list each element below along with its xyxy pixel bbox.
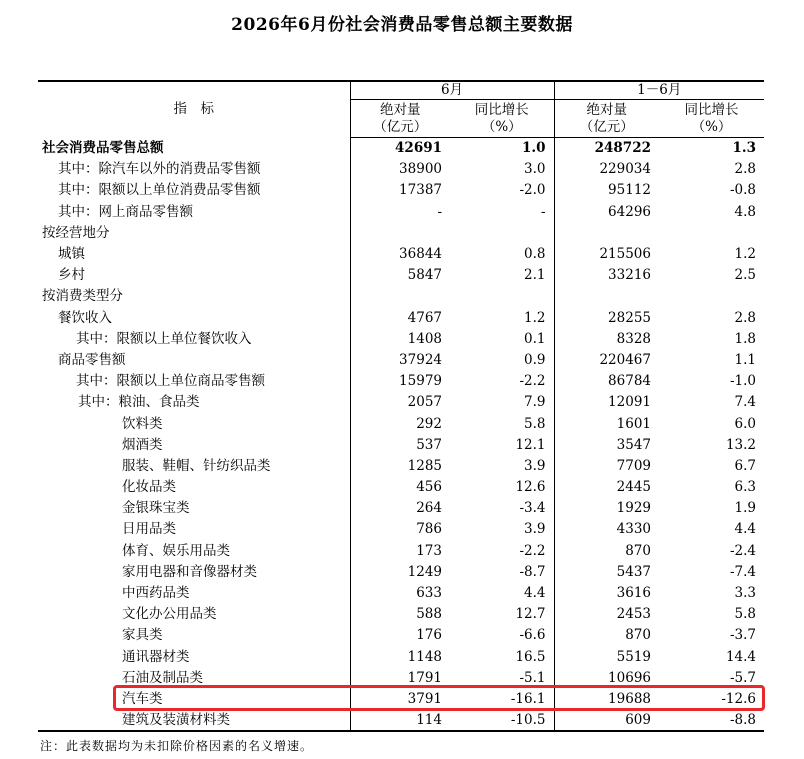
- june-absolute: 114: [350, 710, 450, 731]
- row-label: 中西药品类: [38, 582, 350, 603]
- table-row: [38, 604, 764, 625]
- h1-yoy: [659, 222, 764, 243]
- row-label: 石油及制品类: [38, 667, 350, 688]
- table-row-highlighted: [38, 688, 764, 709]
- june-absolute: -: [437, 203, 442, 220]
- row-label: 其中：限额以上单位消费品零售额: [38, 180, 350, 201]
- header-june-yoy: [450, 100, 554, 138]
- june-absolute: 588: [416, 606, 442, 623]
- june-yoy: -2.0: [450, 180, 554, 201]
- h1-yoy: 4.4: [734, 521, 756, 538]
- june-yoy: 4.4: [450, 582, 554, 603]
- h1-yoy: -0.8: [729, 182, 756, 199]
- june-yoy: -10.5: [450, 710, 554, 731]
- h1-yoy: -2.4: [729, 542, 756, 559]
- h1-yoy: 1.8: [734, 330, 756, 347]
- row-label: 家用电器和音像器材类: [38, 561, 350, 582]
- row-label: 金银珠宝类: [38, 498, 350, 519]
- june-absolute: 1285: [407, 457, 442, 474]
- row-label: 其中：粮油、食品类: [38, 392, 350, 413]
- row-label: 乡村: [38, 265, 350, 286]
- h1-yoy: 3.3: [734, 585, 756, 602]
- june-absolute: 38900: [399, 161, 442, 178]
- h1-absolute: [554, 222, 659, 243]
- h1-absolute: 609: [554, 710, 659, 731]
- june-absolute: 5847: [407, 267, 442, 284]
- june-yoy: 2.1: [450, 265, 554, 286]
- h1-yoy: -3.7: [729, 627, 756, 644]
- h1-absolute: 3547: [616, 436, 651, 453]
- row-label: 其中：除汽车以外的消费品零售额: [38, 159, 350, 180]
- table-row: [38, 519, 764, 540]
- june-yoy: -3.4: [450, 498, 554, 519]
- h1-yoy: 5.8: [734, 606, 756, 623]
- h1-yoy: 7.4: [734, 394, 756, 411]
- june-yoy: -16.1: [450, 688, 554, 709]
- header-yoy-unit: （%）: [481, 118, 522, 135]
- header-h1-yoy: [659, 100, 764, 138]
- table-row: [38, 582, 764, 603]
- header-indicator: 指 标: [38, 81, 350, 138]
- header-abs-unit: （亿元）: [373, 118, 428, 135]
- june-yoy: 3.9: [450, 455, 554, 476]
- h1-absolute: 2453: [616, 606, 651, 623]
- june-absolute: 1148: [407, 648, 442, 665]
- june-yoy: 0.1: [450, 328, 554, 349]
- june-absolute: 1408: [407, 330, 442, 347]
- june-absolute: 786: [416, 521, 442, 538]
- june-yoy: -8.7: [450, 561, 554, 582]
- row-label: 其中：限额以上单位餐饮收入: [38, 328, 350, 349]
- table-row: [38, 540, 764, 561]
- row-label: 通讯器材类: [38, 646, 350, 667]
- june-yoy: 12.7: [450, 604, 554, 625]
- june-absolute: 4767: [407, 309, 442, 326]
- june-absolute: 2057: [407, 394, 442, 411]
- june-yoy: -: [450, 201, 554, 222]
- footnote: 注：此表数据均为未扣除价格因素的名义增速。: [40, 739, 314, 753]
- june-absolute: 633: [416, 585, 442, 602]
- h1-yoy: 2.8: [734, 161, 756, 178]
- table-row: [38, 222, 764, 243]
- h1-absolute: 215506: [599, 246, 651, 263]
- h1-absolute: 8328: [616, 330, 651, 347]
- row-label: 社会消费品零售总额: [38, 138, 350, 159]
- h1-yoy: 1.2: [734, 246, 756, 263]
- h1-absolute: 4330: [616, 521, 651, 538]
- june-yoy: 12.1: [450, 434, 554, 455]
- table-row: [38, 413, 764, 434]
- table-row: [38, 710, 764, 731]
- header-june-abs: [350, 100, 450, 138]
- h1-absolute: 10696: [608, 669, 651, 686]
- header-abs-label: 绝对量: [380, 101, 421, 118]
- june-absolute: 36844: [399, 246, 442, 263]
- header-yoy-label: 同比增长: [684, 101, 739, 118]
- june-yoy: 3.0: [450, 159, 554, 180]
- h1-absolute: 3616: [616, 585, 651, 602]
- row-label: 化妆品类: [38, 477, 350, 498]
- h1-yoy: [659, 286, 764, 307]
- table-row: [38, 201, 764, 222]
- h1-absolute: 33216: [608, 267, 651, 284]
- h1-absolute: 5437: [616, 563, 651, 580]
- june-absolute: 176: [416, 627, 442, 644]
- table-row: [38, 286, 764, 307]
- table-row: [38, 138, 764, 159]
- row-label: 服装、鞋帽、针纺织品类: [38, 455, 350, 476]
- h1-absolute: 870: [625, 542, 651, 559]
- h1-absolute: 19688: [608, 690, 651, 707]
- h1-absolute: 2445: [616, 479, 651, 496]
- june-yoy: 5.8: [450, 413, 554, 434]
- row-label: 其中：网上商品零售额: [38, 201, 350, 222]
- h1-absolute: 1929: [616, 500, 651, 517]
- row-label: 饮料类: [38, 413, 350, 434]
- row-label: 城镇: [38, 243, 350, 264]
- h1-absolute: [554, 286, 659, 307]
- header-group-june: 6月: [350, 81, 554, 100]
- row-label: 按消费类型分: [38, 286, 350, 307]
- june-yoy: -2.2: [450, 540, 554, 561]
- june-yoy: 12.6: [450, 477, 554, 498]
- june-yoy: 1.2: [450, 307, 554, 328]
- h1-yoy: 13.2: [725, 436, 756, 453]
- retail-sales-table: [38, 80, 764, 732]
- h1-absolute: 64296: [608, 203, 651, 220]
- row-label: 汽车类: [38, 688, 350, 709]
- june-yoy: 7.9: [450, 392, 554, 413]
- h1-yoy: 1.3: [732, 140, 756, 157]
- june-absolute: 173: [416, 542, 442, 559]
- row-label: 体育、娱乐用品类: [38, 540, 350, 561]
- table-row: [38, 455, 764, 476]
- table-row: [38, 667, 764, 688]
- h1-absolute: 5519: [616, 648, 651, 665]
- table-row: [38, 243, 764, 264]
- h1-yoy: -7.4: [729, 563, 756, 580]
- table-row: [38, 646, 764, 667]
- table-row: [38, 392, 764, 413]
- h1-yoy: 2.5: [734, 267, 756, 284]
- h1-absolute: 28255: [608, 309, 651, 326]
- row-label: 按经营地分: [38, 222, 350, 243]
- h1-yoy: 6.3: [734, 479, 756, 496]
- table-row: [38, 477, 764, 498]
- h1-yoy: -12.6: [721, 690, 756, 707]
- june-absolute: 537: [416, 436, 442, 453]
- header-yoy-unit: （%）: [691, 118, 732, 135]
- june-absolute: 42691: [395, 140, 442, 157]
- h1-yoy: 1.1: [734, 351, 756, 368]
- june-yoy: [450, 286, 554, 307]
- june-absolute: [350, 222, 450, 243]
- h1-absolute: 220467: [599, 351, 651, 368]
- june-yoy: 16.5: [450, 646, 554, 667]
- table-row: [38, 434, 764, 455]
- june-yoy: 0.9: [450, 349, 554, 370]
- june-absolute: 292: [416, 415, 442, 432]
- table-row: [38, 328, 764, 349]
- table-row: [38, 307, 764, 328]
- june-absolute: 1791: [407, 669, 442, 686]
- h1-absolute: 7709: [616, 457, 651, 474]
- table-row: [38, 159, 764, 180]
- june-absolute: [350, 286, 450, 307]
- table-row: [38, 265, 764, 286]
- table-row: [38, 561, 764, 582]
- june-absolute: 17387: [399, 182, 442, 199]
- june-yoy: -6.6: [450, 625, 554, 646]
- h1-yoy: 1.9: [734, 500, 756, 517]
- june-absolute: 1249: [407, 563, 442, 580]
- row-label: 其中：限额以上单位商品零售额: [38, 371, 350, 392]
- june-absolute: 15979: [399, 373, 442, 390]
- june-absolute: 37924: [399, 351, 442, 368]
- h1-yoy: 14.4: [725, 648, 756, 665]
- h1-absolute: 86784: [608, 373, 651, 390]
- h1-absolute: 95112: [608, 182, 651, 199]
- row-label: 餐饮收入: [38, 307, 350, 328]
- h1-absolute: 870: [625, 627, 651, 644]
- row-label: 建筑及装潢材料类: [38, 710, 350, 731]
- header-row-groups: [38, 81, 764, 100]
- june-absolute: 264: [416, 500, 442, 517]
- h1-yoy: 6.7: [734, 457, 756, 474]
- june-absolute: 3791: [407, 690, 442, 707]
- h1-absolute: 1601: [616, 415, 651, 432]
- june-yoy: 0.8: [450, 243, 554, 264]
- h1-yoy: -1.0: [729, 373, 756, 390]
- header-group-h1: 1－6月: [554, 81, 764, 100]
- row-label: 文化办公用品类: [38, 604, 350, 625]
- h1-yoy: -5.7: [729, 669, 756, 686]
- h1-absolute: 12091: [608, 394, 651, 411]
- table-body: [38, 138, 764, 731]
- table-row: [38, 371, 764, 392]
- table-header: [38, 81, 764, 138]
- header-h1-abs: [554, 100, 659, 138]
- row-label: 日用品类: [38, 519, 350, 540]
- h1-yoy: 2.8: [734, 309, 756, 326]
- june-yoy: 1.0: [450, 138, 554, 159]
- row-label: 家具类: [38, 625, 350, 646]
- table-row: [38, 349, 764, 370]
- page-title: 2026年6月份社会消费品零售总额主要数据: [231, 15, 573, 35]
- header-abs-unit: （亿元）: [579, 118, 634, 135]
- h1-yoy: 6.0: [734, 415, 756, 432]
- june-absolute: 456: [416, 479, 442, 496]
- table-row: [38, 180, 764, 201]
- table-row: [38, 625, 764, 646]
- june-yoy: [450, 222, 554, 243]
- h1-yoy: -8.8: [659, 710, 764, 731]
- june-yoy: -2.2: [450, 371, 554, 392]
- table-row: [38, 498, 764, 519]
- row-label: 商品零售额: [38, 349, 350, 370]
- h1-yoy: 4.8: [734, 203, 756, 220]
- h1-absolute: 248722: [594, 140, 651, 157]
- header-yoy-label: 同比增长: [474, 101, 529, 118]
- june-yoy: -5.1: [450, 667, 554, 688]
- june-yoy: 3.9: [450, 519, 554, 540]
- row-label: 烟酒类: [38, 434, 350, 455]
- header-abs-label: 绝对量: [586, 101, 627, 118]
- h1-absolute: 229034: [599, 161, 651, 178]
